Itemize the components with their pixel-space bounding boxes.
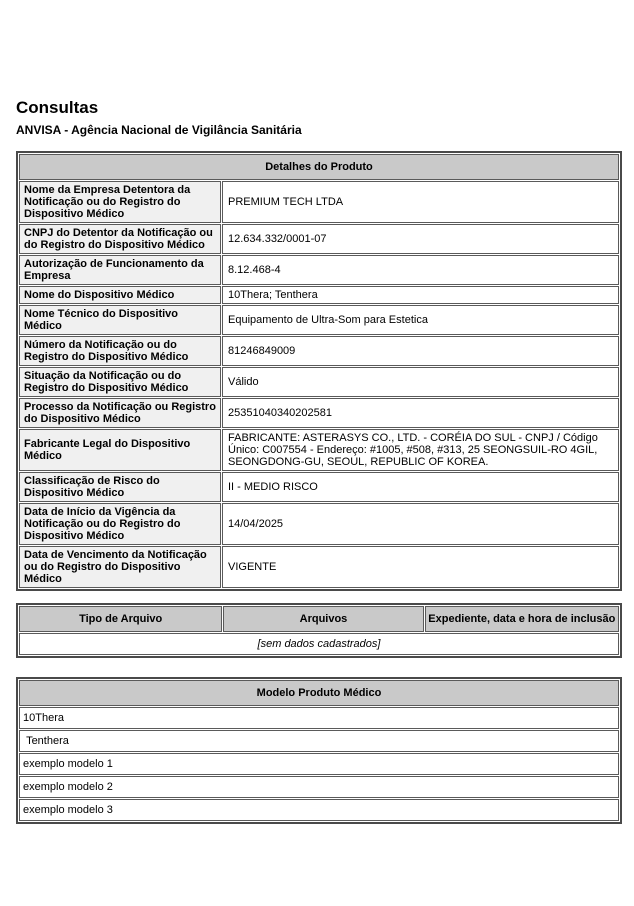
table-row: [19, 546, 619, 588]
detail-label: Nome Técnico do Dispositivo Médico: [19, 305, 221, 335]
models-header-row: [19, 680, 619, 706]
model-name: Tenthera: [19, 730, 619, 752]
detail-label: Data de Início da Vigência da Notificação ou do Registro do Dispositivo Médico: [19, 503, 221, 545]
detail-value: FABRICANTE: ASTERASYS CO., LTD. - CORÉIA DO SUL - CNPJ / Código Único: C007554 - Endereço: #1005, #508, #313, 25 SEONGSUIL-RO 4GIL, SEONGDONG-GU, SEOUL, REPUBLIC OF KOREA.: [222, 429, 619, 471]
files-empty-row: [19, 633, 619, 655]
table-row: [19, 286, 619, 304]
product-details-header-row: [19, 154, 619, 180]
table-row: [19, 429, 619, 471]
table-row: [19, 398, 619, 428]
files-empty-message: [sem dados cadastrados]: [19, 633, 619, 655]
files-col-arquivos: Arquivos: [223, 606, 423, 632]
table-row: [19, 503, 619, 545]
detail-label: Situação da Notificação ou do Registro do Dispositivo Médico: [19, 367, 221, 397]
page-subtitle: ANVISA - Agência Nacional de Vigilância Sanitária: [16, 123, 302, 137]
model-name: 10Thera: [19, 707, 619, 729]
model-name: exemplo modelo 3: [19, 799, 619, 821]
table-row: [19, 753, 619, 775]
detail-value: PREMIUM TECH LTDA: [222, 181, 619, 223]
detail-value: II - MEDIO RISCO: [222, 472, 619, 502]
detail-label: Nome da Empresa Detentora da Notificação ou do Registro do Dispositivo Médico: [19, 181, 221, 223]
detail-value: 14/04/2025: [222, 503, 619, 545]
detail-label: Classificação de Risco do Dispositivo Médico: [19, 472, 221, 502]
detail-label: Data de Vencimento da Notificação ou do Registro do Dispositivo Médico: [19, 546, 221, 588]
model-name: exemplo modelo 2: [19, 776, 619, 798]
files-col-tipo-de-arquivo: Tipo de Arquivo: [19, 606, 222, 632]
detail-value: Equipamento de Ultra-Som para Estetica: [222, 305, 619, 335]
detail-value: 12.634.332/0001-07: [222, 224, 619, 254]
detail-label: Número da Notificação ou do Registro do Dispositivo Médico: [19, 336, 221, 366]
detail-value: 81246849009: [222, 336, 619, 366]
table-row: [19, 255, 619, 285]
detail-label: Processo da Notificação ou Registro do Dispositivo Médico: [19, 398, 221, 428]
detail-value: 25351040340202581: [222, 398, 619, 428]
page-title: Consultas: [16, 98, 99, 117]
models-table: [16, 677, 622, 824]
detail-label: CNPJ do Detentor da Notificação ou do Registro do Dispositivo Médico: [19, 224, 221, 254]
models-header: Modelo Produto Médico: [19, 680, 619, 706]
files-col-expediente: Expediente, data e hora de inclusão: [425, 606, 619, 632]
detail-value: VIGENTE: [222, 546, 619, 588]
table-row: [19, 472, 619, 502]
table-row: [19, 776, 619, 798]
table-row: [19, 224, 619, 254]
detail-value: 10Thera; Tenthera: [222, 286, 619, 304]
table-row: [19, 336, 619, 366]
detail-value: 8.12.468-4: [222, 255, 619, 285]
table-row: [19, 181, 619, 223]
table-row: [19, 367, 619, 397]
files-table: [16, 603, 622, 658]
files-header-row: [19, 606, 619, 632]
table-row: [19, 730, 619, 752]
product-details-table: [16, 151, 622, 591]
table-row: [19, 305, 619, 335]
model-name: exemplo modelo 1: [19, 753, 619, 775]
detail-value: Válido: [222, 367, 619, 397]
detail-label: Autorização de Funcionamento da Empresa: [19, 255, 221, 285]
product-details-header: Detalhes do Produto: [19, 154, 619, 180]
table-row: [19, 707, 619, 729]
detail-label: Fabricante Legal do Dispositivo Médico: [19, 429, 221, 471]
table-row: [19, 799, 619, 821]
detail-label: Nome do Dispositivo Médico: [19, 286, 221, 304]
